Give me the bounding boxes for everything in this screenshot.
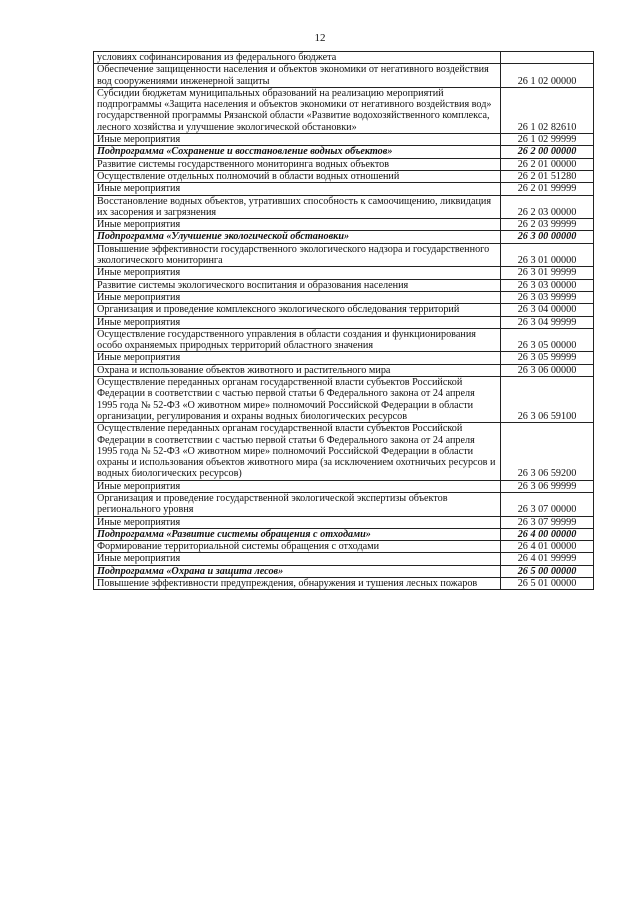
row-name-cell: Иные мероприятия: [94, 267, 501, 279]
row-code-cell: 26 2 01 99999: [501, 183, 594, 195]
row-name-cell: Развитие системы экологического воспитания и образования населения: [94, 279, 501, 291]
row-name-cell: Обеспечение защищенности населения и объектов экономики от негативного воздействия вод сооружениями инженерной защиты: [94, 64, 501, 88]
row-code-cell: 26 3 04 99999: [501, 316, 594, 328]
table-row: [94, 219, 594, 231]
row-name-cell: Организация и проведение государственной экологической экспертизы объектов регионального уровня: [94, 492, 501, 516]
row-code-cell: 26 3 05 00000: [501, 328, 594, 352]
row-name-cell: Подпрограмма «Охрана и защита лесов»: [94, 565, 501, 577]
row-name-cell: Осуществление отдельных полномочий в области водных отношений: [94, 170, 501, 182]
table-row: [94, 480, 594, 492]
table-row: [94, 158, 594, 170]
row-name-cell: Повышение эффективности государственного экологического надзора и государственного экологического мониторинга: [94, 243, 501, 267]
row-code-cell: 26 5 00 00000: [501, 565, 594, 577]
row-name-cell: Развитие системы государственного мониторинга водных объектов: [94, 158, 501, 170]
subprogram-row: [94, 146, 594, 158]
row-code-cell: 26 3 07 99999: [501, 516, 594, 528]
table-row: [94, 64, 594, 88]
row-code-cell: 26 5 01 00000: [501, 578, 594, 590]
row-name-cell: Иные мероприятия: [94, 516, 501, 528]
table-row: [94, 516, 594, 528]
row-code-cell: 26 3 04 00000: [501, 304, 594, 316]
row-name-cell: Осуществление переданных органам государственной власти субъектов Российской Федерации в соответствии с частью первой статьи 6 Федерального закона от 24 апреля 1995 года № 52-ФЗ «О животном мире» полномочий Российской Федерации в области организации, регулирования и охраны водных биологических ресурсов: [94, 377, 501, 423]
row-name-cell: Иные мероприятия: [94, 480, 501, 492]
row-code-cell: 26 1 02 82610: [501, 87, 594, 133]
row-name-cell: Иные мероприятия: [94, 219, 501, 231]
row-name-cell: Субсидии бюджетам муниципальных образований на реализацию мероприятий подпрограммы «Защита населения и объектов экономики от негативного воздействия вод» государственной программы Рязанской области «Развитие водохозяйственного комплекса, лесного хозяйства и улучшение экологической обстановки»: [94, 87, 501, 133]
row-code-cell: 26 2 01 51280: [501, 170, 594, 182]
table-row: [94, 170, 594, 182]
row-name-cell: Иные мероприятия: [94, 183, 501, 195]
row-code-cell: 26 3 06 59200: [501, 423, 594, 480]
row-code-cell: 26 1 02 00000: [501, 64, 594, 88]
row-name-cell: Иные мероприятия: [94, 553, 501, 565]
table-row: [94, 267, 594, 279]
page-number: 12: [314, 32, 326, 44]
row-code-cell: 26 3 01 99999: [501, 267, 594, 279]
row-name-cell: Осуществление государственного управления в области создания и функционирования особо охраняемых природных территорий областного значения: [94, 328, 501, 352]
table-row: [94, 134, 594, 146]
row-name-cell: Подпрограмма «Сохранение и восстановление водных объектов»: [94, 146, 501, 158]
row-name-cell: Подпрограмма «Улучшение экологической обстановки»: [94, 231, 501, 243]
table-row: [94, 279, 594, 291]
row-name-cell: Охрана и использование объектов животного и растительного мира: [94, 364, 501, 376]
row-code-cell: 26 3 06 99999: [501, 480, 594, 492]
row-name-cell: условиях софинансирования из федерального бюджета: [94, 52, 501, 64]
row-code-cell: 26 3 06 00000: [501, 364, 594, 376]
table-row: [94, 183, 594, 195]
row-code-cell: 26 4 01 99999: [501, 553, 594, 565]
row-code-cell: 26 3 06 59100: [501, 377, 594, 423]
subprogram-row: [94, 528, 594, 540]
row-code-cell: 26 3 03 00000: [501, 279, 594, 291]
row-code-cell: 26 3 05 99999: [501, 352, 594, 364]
table-row: [94, 328, 594, 352]
table-row: [94, 423, 594, 480]
row-name-cell: Осуществление переданных органам государственной власти субъектов Российской Федерации в соответствии с частью первой статьи 6 Федерального закона от 24 апреля 1995 года № 52-ФЗ «О животном мире» полномочий Российской Федерации в области охраны и использования объектов животного мира (за исключением охотничьих ресурсов и водных биологических ресурсов): [94, 423, 501, 480]
row-name-cell: Повышение эффективности предупреждения, обнаружения и тушения лесных пожаров: [94, 578, 501, 590]
table-row: [94, 87, 594, 133]
table-row: [94, 195, 594, 219]
row-name-cell: Иные мероприятия: [94, 134, 501, 146]
table-row: [94, 553, 594, 565]
row-code-cell: 26 3 03 99999: [501, 291, 594, 303]
row-name-cell: Иные мероприятия: [94, 352, 501, 364]
table-row: [94, 316, 594, 328]
budget-classification-table: [93, 51, 594, 590]
row-name-cell: Иные мероприятия: [94, 291, 501, 303]
row-name-cell: Формирование территориальной системы обращения с отходами: [94, 541, 501, 553]
table-row: [94, 541, 594, 553]
table-row: [94, 291, 594, 303]
subprogram-row: [94, 231, 594, 243]
row-name-cell: Иные мероприятия: [94, 316, 501, 328]
row-code-cell: 26 2 01 00000: [501, 158, 594, 170]
table-row: [94, 492, 594, 516]
row-code-cell: [501, 52, 594, 64]
table-row: [94, 352, 594, 364]
row-code-cell: 26 2 03 00000: [501, 195, 594, 219]
row-name-cell: Восстановление водных объектов, утративших способность к самоочищению, ликвидация их засорения и загрязнения: [94, 195, 501, 219]
table-row: [94, 377, 594, 423]
row-code-cell: 26 2 03 99999: [501, 219, 594, 231]
table-body: [94, 52, 594, 590]
table-row: [94, 243, 594, 267]
row-name-cell: Подпрограмма «Развитие системы обращения с отходами»: [94, 528, 501, 540]
row-code-cell: 26 3 01 00000: [501, 243, 594, 267]
row-code-cell: 26 3 00 00000: [501, 231, 594, 243]
table-row: [94, 578, 594, 590]
table-row: [94, 52, 594, 64]
table-row: [94, 304, 594, 316]
row-code-cell: 26 3 07 00000: [501, 492, 594, 516]
row-code-cell: 26 2 00 00000: [501, 146, 594, 158]
subprogram-row: [94, 565, 594, 577]
row-name-cell: Организация и проведение комплексного экологического обследования территорий: [94, 304, 501, 316]
row-code-cell: 26 4 01 00000: [501, 541, 594, 553]
table-row: [94, 364, 594, 376]
row-code-cell: 26 1 02 99999: [501, 134, 594, 146]
row-code-cell: 26 4 00 00000: [501, 528, 594, 540]
